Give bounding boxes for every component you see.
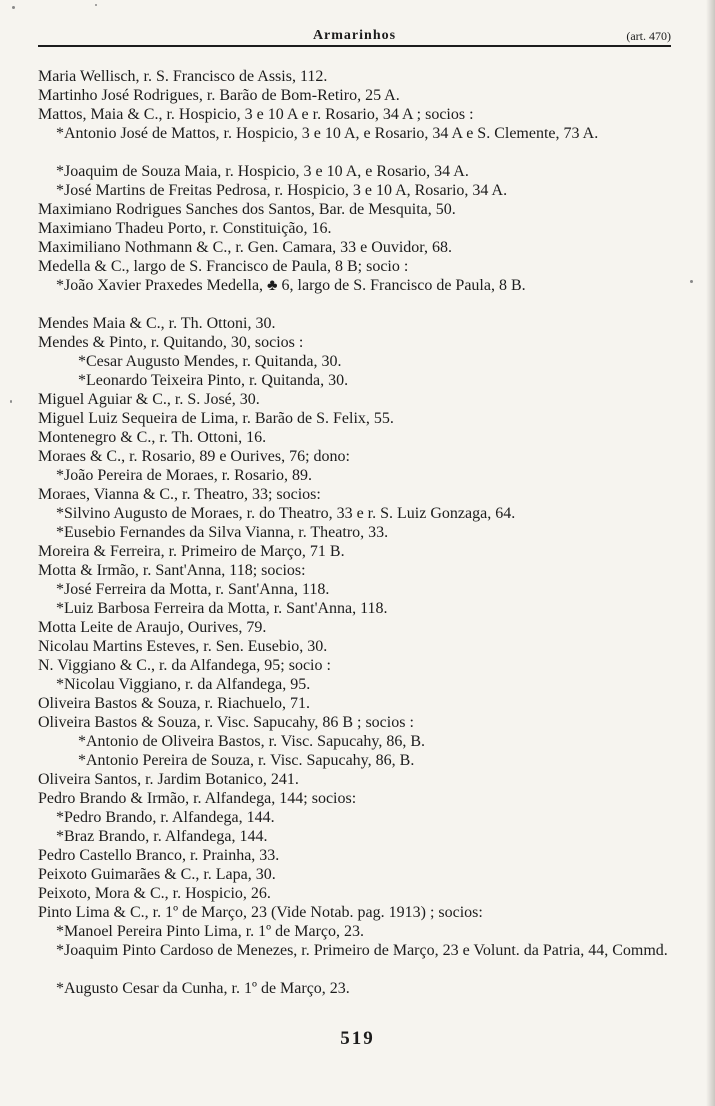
entry: Medella & C., largo de S. Francisco de Paula, 8 B; socio : [38,258,409,275]
section-title: Armarinhos [312,28,397,43]
entry: Oliveira Bastos & Souza, r. Visc. Sapucahy, 86 B ; socios : [38,714,414,731]
entry: Maximiliano Nothmann & C., r. Gen. Camara, 33 e Ouvidor, 68. [38,239,452,256]
entry: Pinto Lima & C., r. 1º de Março, 23 (Vide Notab. pag. 1913) ; socios: [38,904,483,921]
entry: Martinho José Rodrigues, r. Barão de Bom-Retiro, 25 A. [38,87,400,104]
sub-entry: *Manoel Pereira Pinto Lima, r. 1º de Março, 23. [56,923,364,940]
entry: Peixoto, Mora & C., r. Hospicio, 26. [38,885,271,902]
print-speck [690,280,693,283]
sub-entry: *José Ferreira da Motta, r. Sant'Anna, 118. [56,581,330,598]
entry: Motta Leite de Araujo, Ourives, 79. [38,619,267,636]
entry: Mattos, Maia & C., r. Hospicio, 3 e 10 A e r. Rosario, 34 A ; socios : [38,106,474,123]
sub-entry: *Luiz Barbosa Ferreira da Motta, r. Sant'Anna, 118. [56,600,388,617]
page-edge-shadow [706,0,715,1106]
page-number: 519 [340,1028,375,1049]
entry: Moraes & C., r. Rosario, 89 e Ourives, 76; dono: [38,448,350,465]
entry: Nicolau Martins Esteves, r. Sen. Eusebio, 30. [38,638,328,655]
entry: Mendes Maia & C., r. Th. Ottoni, 30. [38,315,276,332]
sub-entry: *José Martins de Freitas Pedrosa, r. Hospicio, 3 e 10 A, Rosario, 34 A. [56,182,508,199]
sub-entry: *Leonardo Teixeira Pinto, r. Quitanda, 30. [78,372,349,389]
entry: Miguel Luiz Sequeira de Lima, r. Barão de S. Felix, 55. [38,410,394,427]
sub-entry: *Joaquim Pinto Cardoso de Menezes, r. Primeiro de Março, 23 e Volunt. da Patria, 44, Commd. [56,942,668,959]
sub-entry: *Antonio Pereira de Souza, r. Visc. Sapucahy, 86, B. [78,752,415,769]
entry: Maximiano Rodrigues Sanches dos Santos, Bar. de Mesquita, 50. [38,201,456,218]
entry: Moraes, Vianna & C., r. Theatro, 33; socios: [38,486,321,503]
entry: Oliveira Santos, r. Jardim Botanico, 241. [38,771,299,788]
entry: Pedro Castello Branco, r. Prainha, 33. [38,847,280,864]
sub-entry: *Augusto Cesar da Cunha, r. 1º de Março, 23. [56,980,350,997]
print-speck [10,400,12,403]
sub-entry: *Nicolau Viggiano, r. da Alfandega, 95. [56,676,311,693]
entry: Peixoto Guimarães & C., r. Lapa, 30. [38,866,276,883]
sub-entry: *Antonio José de Mattos, r. Hospicio, 3 e 10 A, e Rosario, 34 A e S. Clemente, 73 A. [56,125,599,142]
entry: Miguel Aguiar & C., r. S. José, 30. [38,391,260,408]
entry: N. Viggiano & C., r. da Alfandega, 95; socio : [38,657,331,674]
entry: Oliveira Bastos & Souza, r. Riachuelo, 71. [38,695,310,712]
entry: Pedro Brando & Irmão, r. Alfandega, 144; socios: [38,790,357,807]
article-reference: (art. 470) [626,29,671,43]
print-speck [12,6,15,9]
sub-entry: *Cesar Augusto Mendes, r. Quitanda, 30. [78,353,342,370]
sub-entry: *Joaquim de Souza Maia, r. Hospicio, 3 e 10 A, e Rosario, 34 A. [56,163,469,180]
entry: Motta & Irmão, r. Sant'Anna, 118; socios: [38,562,306,579]
header-rule [38,45,671,47]
sub-entry: *João Xavier Praxedes Medella, ♣ 6, largo de S. Francisco de Paula, 8 B. [56,277,526,294]
entry: Mendes & Pinto, r. Quitando, 30, socios : [38,334,304,351]
entry: Maximiano Thadeu Porto, r. Constituição, 16. [38,220,332,237]
sub-entry: *João Pereira de Moraes, r. Rosario, 89. [56,467,312,484]
sub-entry: *Pedro Brando, r. Alfandega, 144. [56,809,275,826]
entry: Montenegro & C., r. Th. Ottoni, 16. [38,429,267,446]
sub-entry: *Eusebio Fernandes da Silva Vianna, r. Theatro, 33. [56,524,389,541]
entry: Maria Wellisch, r. S. Francisco de Assis, 112. [38,68,328,85]
sub-entry: *Antonio de Oliveira Bastos, r. Visc. Sapucahy, 86, B. [78,733,425,750]
sub-entry: *Silvino Augusto de Moraes, r. do Theatro, 33 e r. S. Luiz Gonzaga, 64. [56,505,516,522]
sub-entry: *Braz Brando, r. Alfandega, 144. [56,828,268,845]
entry: Moreira & Ferreira, r. Primeiro de Março, 71 B. [38,543,345,560]
print-speck [95,4,97,6]
